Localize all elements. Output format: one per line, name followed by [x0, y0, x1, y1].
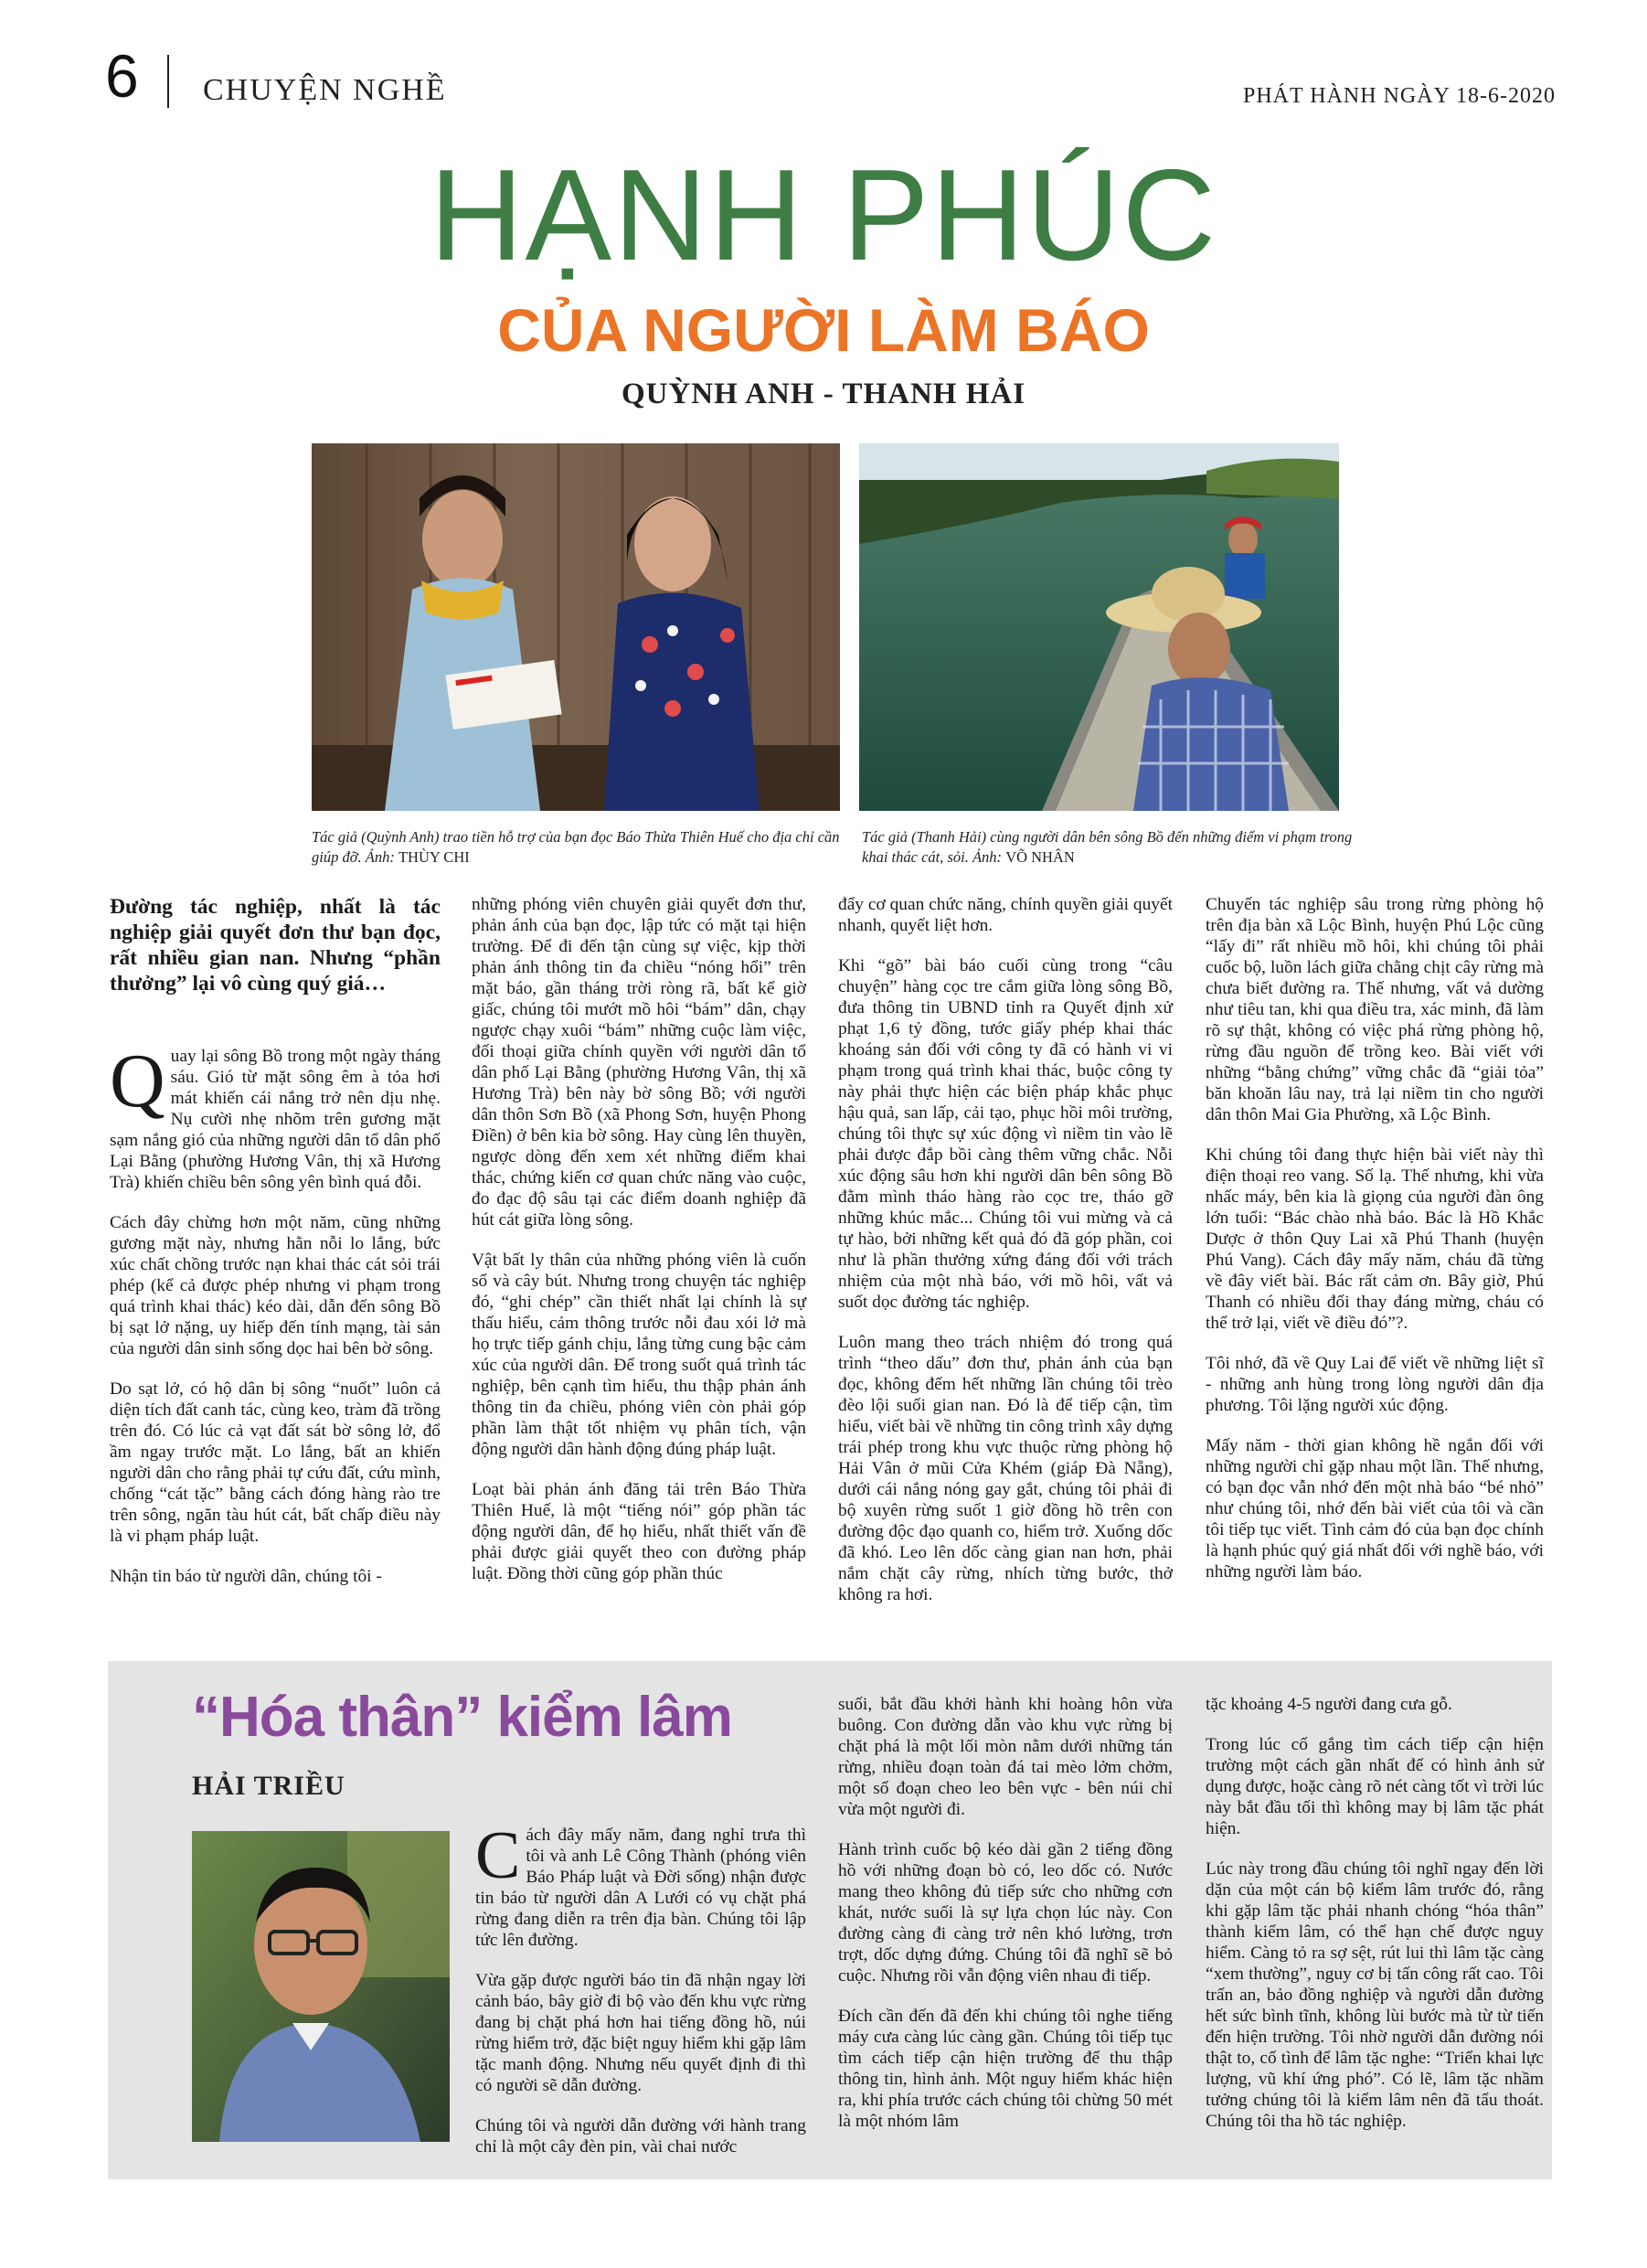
box-paragraph: suối, bắt đầu khởi hành khi hoàng hôn vừa buông. Con đường dẫn vào khu vực rừng bị chặt phá là một lối mòn nằm dưới những tán rừng, nhiều đoạn toàn đá tai mèo lởm chởm, một số đoạn cheo leo bên vực - bên núi chỉ vừa một người đi. — [838, 1695, 1173, 1819]
article-column-4 — [1206, 894, 1544, 1602]
box-column-3 — [1206, 1694, 1544, 2151]
article-paragraph: đẩy cơ quan chức năng, chính quyền giải quyết nhanh, quyết liệt hơn. — [838, 895, 1173, 935]
box-paragraph: Lúc này trong đầu chúng tôi nghĩ ngay đến lời dặn của một cán bộ kiểm lâm trước đó, rằng khi gặp lâm tặc phải nhanh chóng “hóa thân” thành kiểm lâm, có thể hạn chế được nguy hiểm. Càng tỏ ra sợ sệt, rút lui thì lâm tặc càng “xem thường”, nguy cơ bị tấn công rất cao. Tôi trấn an, bảo đồng nghiệp và người dẫn đường hết sức bình tĩnh, không lùi bước mà từ từ tiến đến hiện trường. Tôi nhờ người dẫn đường nói thật to, cố tình để lâm tặc nghe: “Triển khai lực lượng, vũ khí ứng phó”. Có lẽ, lâm tặc nhầm tưởng chúng tôi là kiểm lâm nên đã tẩu thoát. Chúng tôi tha hồ tác nghiệp. — [1206, 1859, 1544, 2131]
article-paragraph: Vật bất ly thân của những phóng viên là cuốn sổ và cây bút. Nhưng trong chuyện tác nghiệp đó, “ghi chép” cần thiết nhất lại chính là sự thấu hiểu, cảm thông trước nỗi đau xói lở mà họ trực tiếp gánh chịu, lắng từng cung bậc cảm xúc của người dân. Để trong suốt quá trình tác nghiệp, bên cạnh tìm hiểu, thu thập phản ánh thông tin đa chiều, phóng viên còn phải góp phần làm thật tốt nhiệm vụ phân tích, vận động người dân hành động đúng pháp luật. — [472, 1251, 806, 1459]
header-divider — [167, 55, 169, 108]
page-number: 6 — [105, 42, 139, 110]
article-paragraph: Khi chúng tôi đang thực hiện bài viết này thì điện thoại reo vang. Số lạ. Thế nhưng, khi vừa nhấc máy, bên kia là giọng của người đàn ông lớn tuổi: “Bác chào nhà báo. Bác là Hồ Khắc Dược ở thôn Quy Lai xã Phú Thanh (huyện Phú Vang). Cách đây mấy năm, cháu đã từng về đây viết bài. Bác rất cảm ơn. Bây giờ, Phú Thanh có nhiều đổi thay đáng mừng, cháu có thể trở lại, viết về điều đó”?. — [1206, 1145, 1544, 1333]
photo1-caption: Tác giả (Quỳnh Anh) trao tiền hỗ trợ của bạn đọc Báo Thừa Thiên Huế cho địa chỉ cần giúp đỡ. Ảnh: THÙY CHI — [312, 828, 840, 866]
article-column-2 — [472, 894, 806, 1603]
article-lead: Đường tác nghiệp, nhất là tác nghiệp giải quyết đơn thư bạn đọc, rất nhiều gian nan. Nhưng “phần thưởng” lại vô cùng quý giá… — [110, 895, 441, 996]
article-paragraph: Do sạt lở, có hộ dân bị sông “nuốt” luôn cả diện tích đất canh tác, cùng keo, tràm đã trồng trên đó. Có lúc cả vạt đất sát bờ sông lở, đổ ầm ngay trước mặt. Lo lắng, bất an khiến người dân cho rằng phải tự cứu đất, cứu mình, chống “cát tặc” bằng cách đóng hàng rào tre trên sông, ngăn tàu hút cát, bất chấp điều này là vi phạm pháp luật. — [110, 1379, 441, 1546]
drop-cap: Q — [110, 1038, 165, 1123]
article-paragraph: Khi “gõ” bài báo cuối cùng trong “câu chuyện” hàng cọc tre cắm giữa lòng sông Bồ, đưa thông tin UBND tỉnh ra Quyết định xử phạt 1,6 tỷ đồng, tước giấy phép khai thác khoáng sản đối với công ty đã có hành vi vi phạm trong quá trình khai thác, buộc công ty này phải thực hiện các biện pháp khắc phục hậu quả, san lấp, cải tạo, phục hồi môi trường, chúng tôi thực sự xúc động vì niềm tin vào lẽ phải được đắp bồi càng thêm vững chắc. Nỗi xúc động sâu hơn khi người dân bên sông Bồ đằm mình tháo hàng rào cọc tre, tháo gỡ những khúc mắc... Chúng tôi vui mừng và cả tự hào, bởi những kết quả đó đã góp phần, coi như là phần thưởng xứng đáng đối với trách nhiệm của một nhà báo, với mồ hôi, vất vả suốt dọc đường tác nghiệp. — [838, 956, 1173, 1312]
box-paragraph: Hành trình cuốc bộ kéo dài gần 2 tiếng đồng hồ với những đoạn bò có, leo dốc có. Nước mang theo không đủ tiếp sức cho những cơn khát, nước suối là sự lựa chọn lúc này. Con đường càng đi càng trở nên khó lường, trơn trợt, dốc dựng đứng. Chúng tôi đã nghĩ sẽ bỏ cuộc. Nhưng rồi vẫn động viên nhau đi tiếp. — [838, 1840, 1173, 1986]
article-column-3 — [838, 894, 1173, 1624]
publish-date: PHÁT HÀNH NGÀY 18-6-2020 — [1243, 84, 1556, 108]
article-title: HẠNH PHÚC — [429, 143, 1218, 288]
article-paragraph: Luôn mang theo trách nhiệm đó trong quá trình “theo dấu” đơn thư, phản ánh của bạn đọc, không đếm hết những lần chúng tôi trèo đèo lội suối gian nan. Đó là để tiếp cận, tìm hiểu, viết bài về những tin công trình xây dựng trái phép trong khu vực thuộc rừng phòng hộ Hải Vân ở mũi Cửa Khém (giáp Đà Nẵng), dưới cái nắng nóng gay gắt, chúng tôi phải đi bộ xuyên rừng suốt 1 giờ đồng hồ trên con đường độc đạo quanh co, hiểm trở. Xuống dốc đã khó. Leo lên dốc càng gian nan hơn, phải nắm chặt cây rừng, nhích từng bước, thở không ra hơi. — [838, 1333, 1173, 1604]
box-paragraph: Trong lúc cố gắng tìm cách tiếp cận hiện trường một cách gần nhất để có hình ảnh sử dụng được, hoặc càng rõ nét càng tốt vì trời lúc này bắt đầu tối thì không may bị lâm tặc phát hiện. — [1206, 1735, 1544, 1838]
article-paragraph: Quay lại sông Bồ trong một ngày tháng sáu. Gió từ mặt sông êm à tỏa hơi mát khiến cái nắng trở nên dịu nhẹ. Nụ cười nhẹ nhõm trên gương mặt sạm nắng gió của những người dân tổ dân phố Lại Bằng (phường Hương Vân, thị xã Hương Trà) khiến chiều bên sông yên bình quá đỗi. — [110, 1038, 441, 1192]
photo1-credit: THÙY CHI — [398, 848, 470, 866]
photo-author-portrait — [192, 1831, 450, 2142]
article-paragraph: Loạt bài phản ánh đăng tải trên Báo Thừa Thiên Huế, là một “tiếng nói” góp phần tác động người dân, để họ hiểu, nhất thiết vấn đề phải được giải quyết theo con đường pháp luật. Đồng thời cũng góp phần thúc — [472, 1480, 806, 1583]
article-column-1 — [110, 894, 441, 1606]
photo-boat-on-river — [859, 443, 1339, 811]
box-paragraph: Vừa gặp được người báo tin đã nhận ngay lời cảnh báo, bây giờ đi bộ vào đến khu vực rừng đang bị chặt phá hơn hai tiếng đồng hồ, núi rừng hiểm trở, đặc biệt nguy hiểm khi gặp lâm tặc manh động. Nhưng nếu quyết định đi thì có người sẽ dẫn đường. — [475, 1971, 806, 2095]
box-column-2 — [838, 1694, 1173, 2151]
box-paragraph: Đích cần đến đã đến khi chúng tôi nghe tiếng máy cưa càng lúc càng gần. Chúng tôi tiếp tục tìm cách tiếp cận hiện trường để thu thập thông tin, hình ảnh. Một nguy hiểm khác hiện ra, khi phía trước cách chúng tôi chừng 50 mét là một nhóm lâm — [838, 2007, 1173, 2131]
box-drop-cap: C — [475, 1818, 521, 1893]
box-paragraph: Chúng tôi và người dẫn đường với hành trang chỉ là một cây đèn pin, vài chai nước — [475, 2116, 806, 2156]
article-paragraph: Chuyến tác nghiệp sâu trong rừng phòng hộ trên địa bàn xã Lộc Bình, huyện Phú Lộc cũng “lấy đi” rất nhiều mồ hôi, khi chúng tôi phải cuốc bộ, luồn lách giữa chằng chịt cây rừng mà chưa biết đường ra. Thế nhưng, vất vả dường như tiêu tan, khi qua điều tra, xác minh, đã làm rõ sự thật, không có việc phá rừng phòng hộ, rừng đầu nguồn để trồng keo. Bài viết với những “bằng chứng” vững chắc đã “giải tỏa” băn khoăn lâu nay, trả lại niềm tin cho người dân thôn Mai Gia Phường, xã Lộc Bình. — [1206, 895, 1544, 1124]
box-title: “Hóa thân” kiểm lâm — [192, 1686, 732, 1749]
box-column-1 — [475, 1818, 806, 2177]
article-paragraph: Cách đây chừng hơn một năm, cũng những gương mặt này, nhưng hằn nỗi lo lắng, bức xúc chất chồng trước nạn khai thác cát sỏi trái phép (kể cả được phép nhưng vi phạm trong quá trình khai thác) kéo dài, dẫn đến sông Bồ bị sạt lở nặng, uy hiếp đến tính mạng, tài sản của người dân sinh sống dọc hai bên bờ sông. — [110, 1213, 441, 1358]
article-authors: QUỲNH ANH - THANH HẢI — [621, 378, 1026, 410]
article-paragraph: Mấy năm - thời gian không hề ngắn đối với những người chỉ gặp nhau một lần. Thế nhưng, có bạn đọc vẫn nhớ đến một nhà báo “bé nhỏ” như chúng tôi, nhớ đến bài viết của tôi và cần tôi tiếp tục viết. Tình cảm đó của bạn đọc chính là hạnh phúc quý giá nhất đối với nghề báo, với những người làm báo. — [1206, 1436, 1545, 1581]
photo-author-giving-support — [312, 443, 840, 811]
box-paragraph: tặc khoảng 4-5 người đang cưa gỗ. — [1206, 1695, 1452, 1714]
section-name: CHUYỆN NGHỀ — [203, 73, 447, 107]
box-author: HẢI TRIỀU — [192, 1771, 345, 1801]
article-paragraph: Tôi nhớ, đã về Quy Lai để viết về những liệt sĩ - những anh hùng trong lòng người dân địa phương. Tôi lặng người xúc động. — [1206, 1354, 1544, 1415]
box-paragraph: Cách đây mấy năm, đang nghỉ trưa thì tôi và anh Lê Công Thành (phóng viên Báo Pháp luật và Đời sống) nhận được tin báo từ người dân A Lưới có vụ chặt phá rừng đang diễn ra trên địa bàn. Chúng tôi lập tức lên đường. — [475, 1818, 806, 1950]
article-subtitle: CỦA NGƯỜI LÀM BÁO — [497, 296, 1150, 364]
photo2-credit: VÕ NHÂN — [1005, 848, 1075, 866]
photo2-caption: Tác giả (Thanh Hải) cùng người dân bên sông Bồ đến những điểm vi phạm trong khai thác cát, sỏi. Ảnh: VÕ NHÂN — [862, 828, 1353, 866]
article-paragraph: Nhận tin báo từ người dân, chúng tôi - — [110, 1567, 382, 1586]
article-paragraph: những phóng viên chuyên giải quyết đơn thư, phản ánh của bạn đọc, lập tức có mặt tại hiện trường. Để đi đến tận cùng sự việc, kịp thời phản ánh thông tin đa chiều “nóng hổi” trên mặt báo, gần tháng trời ròng rã, bất kể giờ giấc, chúng tôi mướt mồ hôi “bám” dân, chạy ngược chạy xuôi “bám” những cuộc làm việc, đối thoại giữa chính quyền với người dân tổ dân phố Lại Bằng (phường Hương Vân, thị xã Hương Trà) bên này bờ sông Bồ; với người dân thôn Sơn Bồ (xã Phong Sơn, huyện Phong Điền) ở bên kia bờ sông. Hay cùng lên thuyền, ngược dòng đến xem xét những điểm khai thác, chứng kiến cơ quan chức năng vào cuộc, đo đạc độ sâu tại các điểm doanh nghiệp đã hút cát giữa lòng sông. — [472, 895, 806, 1230]
